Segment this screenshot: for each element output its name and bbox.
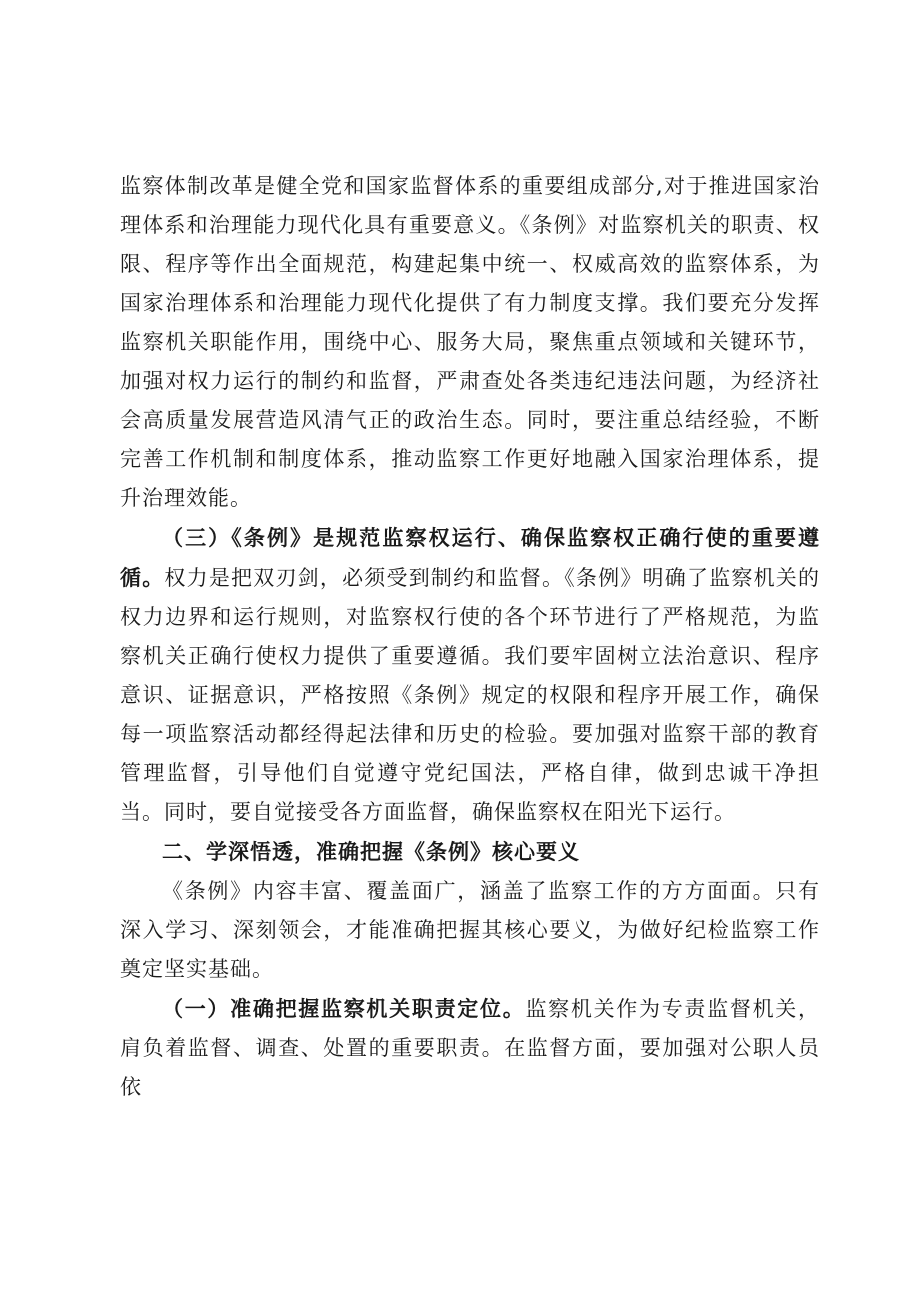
paragraph-3-text: 《条例》内容丰富、覆盖面广，涵盖了监察工作的方方面面。只有深入学习、深刻领会，才能准确把握其核心要义，为做好纪检监察工作奠定坚实基础。	[120, 879, 820, 981]
paragraph-2-lead: （三）《条例》是规范监察权运行、确保监察权正确行使的重要遵循。	[120, 525, 820, 590]
paragraph-1	[120, 166, 820, 518]
section-heading: 二、学深悟透，准确把握《条例》核心要义	[162, 839, 580, 864]
paragraph-4-lead: （一）准确把握监察机关职责定位。	[162, 996, 526, 1021]
paragraph-4	[120, 989, 820, 1107]
paragraph-4-text: 监察机关作为专责监督机关，肩负着监督、调查、处置的重要职责。在监督方面，要加强对公职人员依	[120, 997, 821, 1099]
paragraph-2	[120, 518, 820, 832]
paragraph-2-text: 权力是把双刃剑，必须受到制约和监督。《条例》明确了监察机关的权力边界和运行规则，对监察权行使的各个环节进行了严格规范，为监察机关正确行使权力提供了重要遵循。我们要牢固树立法治意识、程序意识、证据意识，严格按照《条例》规定的权限和程序开展工作，确保每一项监察活动都经得起法律和历史的检验。要加强对监察干部的教育管理监督，引导他们自觉遵守党纪国法，严格自律，做到忠诚干净担当。同时，要自觉接受各方面监督，确保监察权在阳光下运行。	[120, 566, 820, 824]
paragraph-1-text: 监察体制改革是健全党和国家监督体系的重要组成部分,对于推进国家治理体系和治理能力现代化具有重要意义。《条例》对监察机关的职责、权限、程序等作出全面规范，构建起集中统一、权威高效的监察体系，为国家治理体系和治理能力现代化提供了有力制度支撑。我们要充分发挥监察机关职能作用，围绕中心、服务大局，聚焦重点领域和关键环节，加强对权力运行的制约和监督，严肃查处各类违纪违法问题，为经济社会高质量发展营造风清气正的政治生态。同时，要注重总结经验，不断完善工作机制和制度体系，推动监察工作更好地融入国家治理体系，提升治理效能。	[120, 174, 820, 510]
document-body	[120, 166, 820, 1107]
paragraph-3	[120, 871, 820, 989]
